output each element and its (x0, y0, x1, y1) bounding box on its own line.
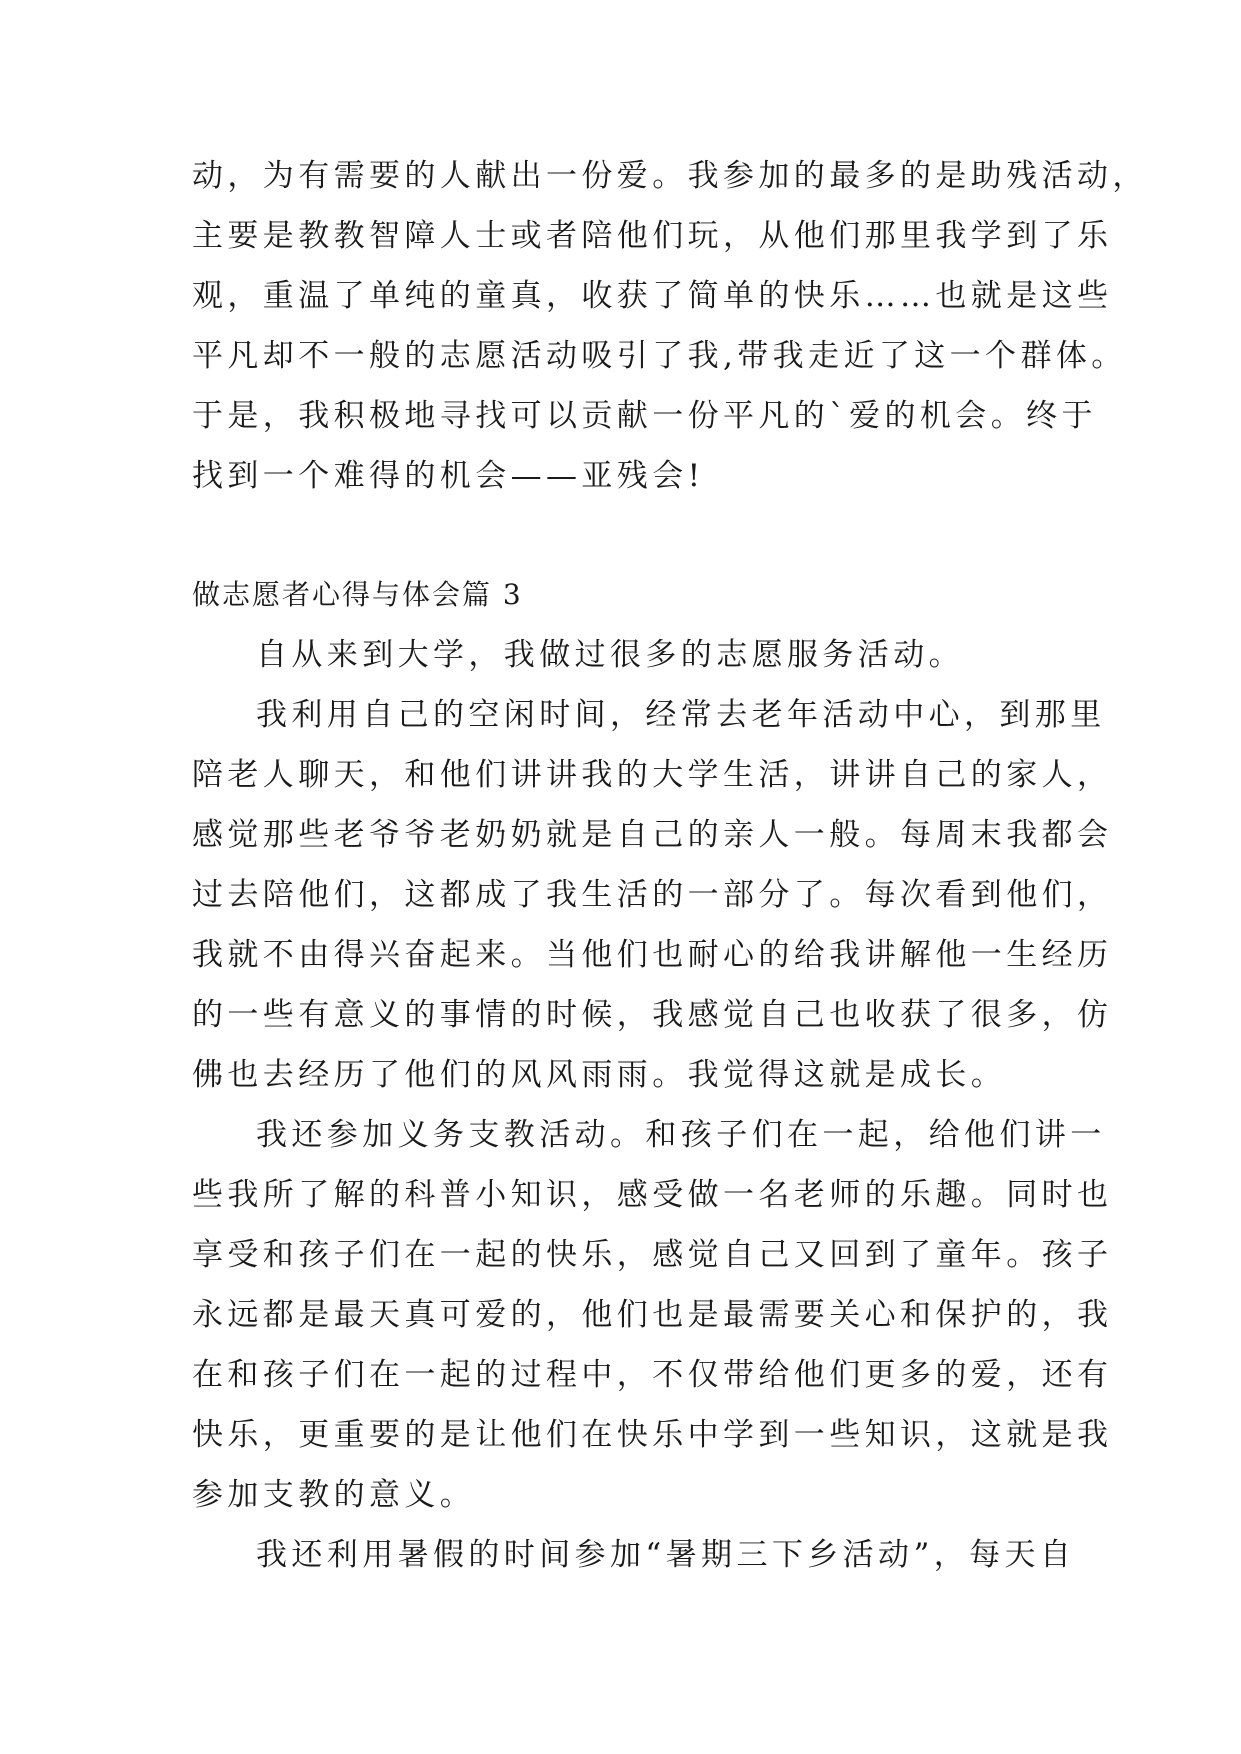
paragraph-line: 我还利用暑假的时间参加“暑期三下乡活动”，每天自 (256, 1537, 1076, 1573)
paragraph-line: 快乐，更重要的是让他们在快乐中学到一些知识，这就是我 (192, 1417, 1113, 1453)
section-heading: 做志愿者心得与体会篇 3 (192, 578, 523, 611)
paragraph-line: 我还参加义务支教活动。和孩子们在一起，给他们讲一 (256, 1117, 1106, 1153)
paragraph-line: 观，重温了单纯的童真，收获了简单的快乐……也就是这些 (192, 278, 1113, 314)
section-body (192, 625, 1113, 1585)
paragraph-line: 平凡却不一般的志愿活动吸引了我,带我走近了这一个群体。 (192, 338, 1127, 374)
paragraph-line: 永远都是最天真可爱的，他们也是最需要关心和保护的，我 (192, 1297, 1113, 1333)
paragraph-line: 自从来到大学，我做过很多的志愿服务活动。 (256, 637, 964, 673)
paragraph-line: 我利用自己的空闲时间，经常去老年活动中心，到那里 (256, 697, 1106, 733)
paragraph-line: 佛也去经历了他们的风风雨雨。我觉得这就是成长。 (192, 1057, 1007, 1093)
paragraph-line: 陪老人聊天，和他们讲讲我的大学生活，讲讲自己的家人， (192, 757, 1113, 793)
paragraph-line: 的一些有意义的事情的时候，我感觉自己也收获了很多，仿 (192, 997, 1113, 1033)
paragraph-line: 过去陪他们，这都成了我生活的一部分了。每次看到他们， (192, 877, 1113, 913)
paragraph-line: 感觉那些老爷爷老奶奶就是自己的亲人一般。每周末我都会 (192, 817, 1113, 853)
paragraph-line: 动，为有需要的人献出一份爱。我参加的最多的是助残活动， (192, 158, 1148, 194)
paragraph-line: 享受和孩子们在一起的快乐，感觉自己又回到了童年。孩子 (192, 1237, 1113, 1273)
continuation-paragraph (192, 146, 1148, 506)
paragraph-line: 主要是教教智障人士或者陪他们玩，从他们那里我学到了乐 (192, 218, 1113, 254)
paragraph-line: 于是，我积极地寻找可以贡献一份平凡的`爱的机会。终于 (192, 398, 1097, 434)
paragraph-line: 在和孩子们在一起的过程中，不仅带给他们更多的爱，还有 (192, 1357, 1113, 1393)
paragraph-line: 些我所了解的科普小知识，感受做一名老师的乐趣。同时也 (192, 1177, 1113, 1213)
paragraph-line: 参加支教的意义。 (192, 1477, 476, 1513)
paragraph-line: 找到一个难得的机会——亚残会! (192, 458, 705, 494)
paragraph-line: 我就不由得兴奋起来。当他们也耐心的给我讲解他一生经历 (192, 937, 1113, 973)
